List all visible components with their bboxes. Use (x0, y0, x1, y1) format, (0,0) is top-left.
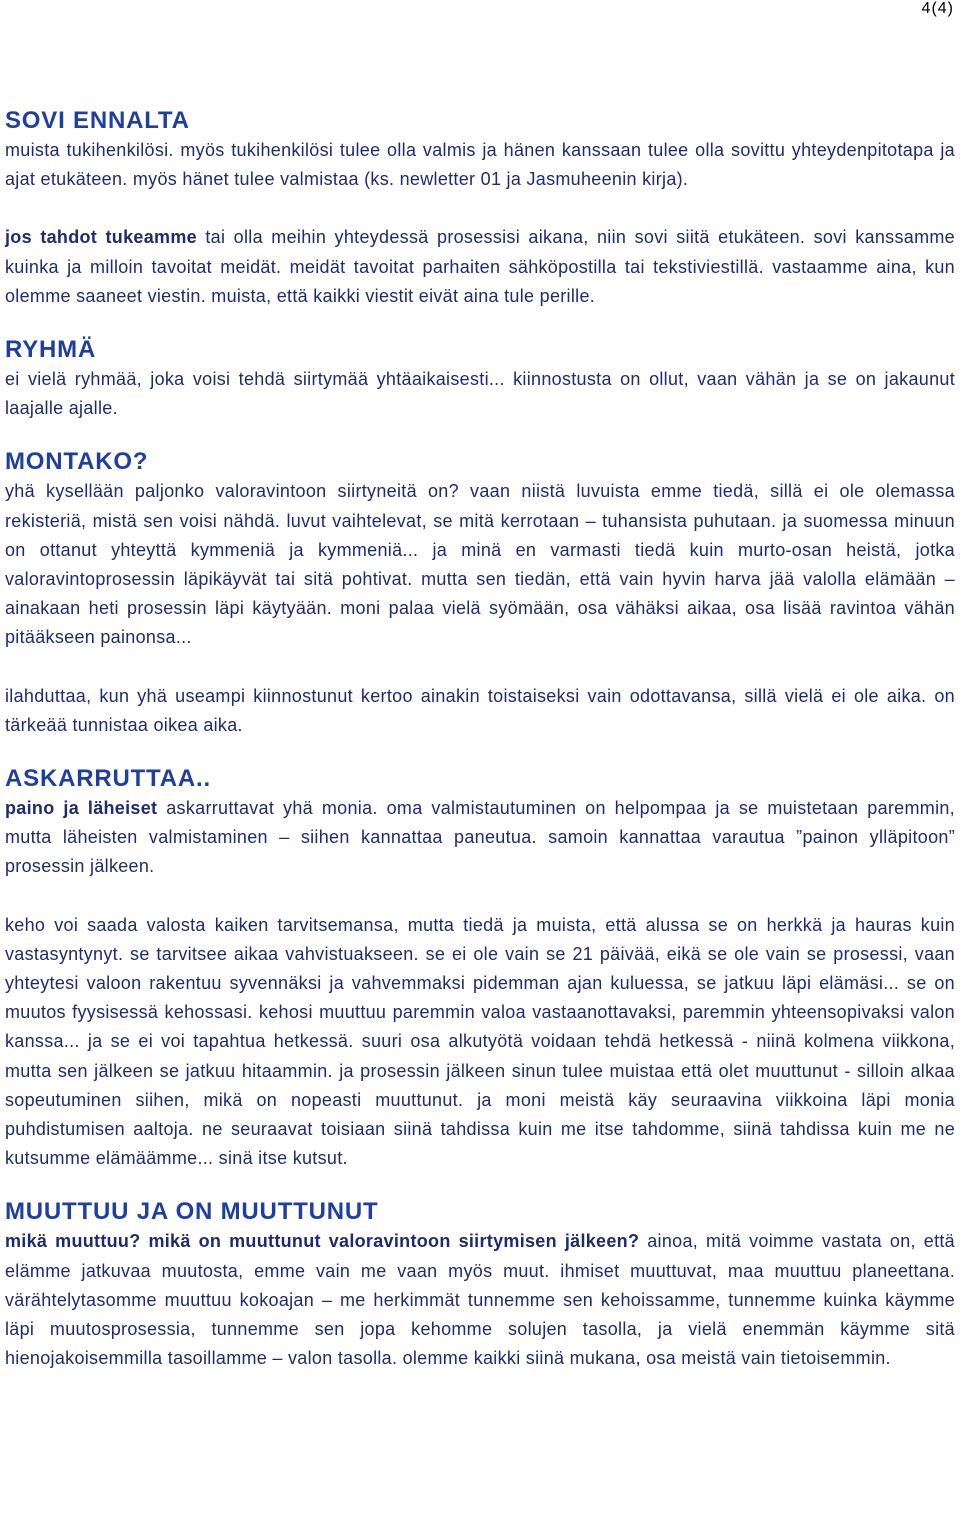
paragraph-text: ei vielä ryhmää, joka voisi tehdä siirtymää yhtäaikaisesti... kiinnostusta on ollut, vaan vähän ja se on jakaunut laajalle ajalle. (5, 369, 955, 419)
paragraph-text: muista tukihenkilösi. myös tukihenkilösi tulee olla valmis ja hänen kanssaan tulee olla sovittu yhteydenpitotapa ja ajat etukäteen. myös hänet tulee valmistaa (ks. newletter 01 ja Jasmuheenin kirja). (5, 140, 955, 190)
paragraph-text: ilahduttaa, kun yhä useampi kiinnostunut kertoo ainakin toistaiseksi vain odottavansa, sillä vielä ei ole aika. on tärkeää tunnistaa oikea aika. (5, 685, 955, 735)
paragraph-text: yhä kysellään paljonko valoravintoon siirtyneitä on? vaan niistä luvuista emme tiedä, sillä ei ole olemassa rekisteriä, mistä sen voisi nähdä. luvut vaihtelevat, se mitä kerrotaan – tuhansista puhutaan. ja suomessa minuun on ottanut yhteyttä kymmeniä ja kymmeniä... ja minä en varmasti tiedä kuin murto-osan heistä, jotka valoravintoprosessin läpikäyvät tai sitä pohtivat. mutta sen tiedän, että vain hyvin harva jää valolla elämään – ainakaan heti prosessin läpi käytyään. moni palaa vielä syömään, osa vähäksi aikaa, osa lisää ravintoa vähän pitääkseen painonsa... (5, 481, 955, 648)
paragraph (5, 794, 955, 882)
paragraph (5, 136, 955, 194)
paragraph-text: askarruttavat yhä monia. oma valmistautuminen on helpompaa ja se muistetaan paremmin, mutta läheisten valmistaminen – siihen kannattaa paneutua. samoin kannattaa varautua ”painon ylläpitoon” prosessin jälkeen. (5, 798, 955, 877)
section-muuttuu (5, 1197, 955, 1373)
section-heading: MONTAKO? (5, 448, 149, 476)
paragraph (5, 477, 955, 652)
paragraph (5, 1227, 955, 1373)
paragraph-text: ainoa, mitä voimme vastata on, että elämme jatkuvaa muutosta, emme vain me vaan myös muut. ihmiset muuttuvat, maa muuttuu planeettana. värähtelytasomme muuttuu kokoajan – me herkimmät tunnemme sen kehoissamme, tunnemme kuinka käymme läpi muutosprosessia, tunnemme sen jopa kehomme solujen tasolla, ja vielä enemmän käymme sitä hienojakoisemmilla tasoillamme – valon tasolla. olemme kaikki siinä mukana, osa meistä vain tietoisemmin. (5, 1231, 955, 1369)
section-montako (5, 447, 955, 740)
section-heading: ASKARRUTTAA.. (5, 765, 211, 793)
paragraph-lead: paino ja läheiset (5, 798, 158, 819)
paragraph-lead: mikä muuttuu? mikä on muuttunut valoravintoon siirtymisen jälkeen? (5, 1231, 640, 1252)
page-number: 4(4) (921, 0, 954, 17)
paragraph-text: keho voi saada valosta kaiken tarvitsemansa, mutta tiedä ja muista, että alussa se on herkkä ja hauras kuin vastasyntynyt. se tarvitsee aikaa vahvistuakseen. se ei ole vain se 21 päivää, eikä se ole vain se prosessi, vaan yhteytesi valoon rakentuu syvennäksi ja vahvemmaksi pidemman ajan kuluessa, se jatkuu läpi elämäsi... se on muutos fyysisessä kehossasi. kehosi muuttuu paremmin valoa vastaanottavaksi, paremmin yhteensopivaksi valon kanssa... ja se ei voi tapahtua hetkessä. suuri osa alkutyötä voidaan tehdä hetkessä - niinä kolmena viikkona, mutta sen jälkeen se jatkuu hitaammin. ja prosessin jälkeen sinun tulee muistaa että olet muuttunut - silloin alkaa sopeutuminen siihen, mikä on nopeasti muuttunut. ja moni meistä käy seuraavina viikkoina läpi monia puhdistumisen aaltoja. ne seuraavat toisiaan siinä tahdissa kuin me itse tahdomme, siinä tahdissa kuin me ne kutsumme elämäämme... sinä itse kutsut. (5, 914, 955, 1169)
section-askarruttaa (5, 764, 955, 1173)
paragraph (5, 682, 955, 740)
paragraph-text: tai olla meihin yhteydessä prosessisi aikana, niin sovi siitä etukäteen. sovi kanssamme kuinka ja milloin tavoitat meidät. meidät tavoitat parhaiten sähköpostilla tai tekstiviestillä. vastaamme aina, kun olemme saaneet viestin. muista, että kaikki viestit eivät aina tule perille. (5, 227, 955, 306)
paragraph (5, 223, 955, 311)
section-heading: MUUTTUU JA ON MUUTTUNUT (5, 1198, 379, 1226)
document-body (5, 106, 955, 1374)
section-sovi-ennalta (5, 106, 955, 311)
paragraph (5, 911, 955, 1174)
paragraph (5, 365, 955, 423)
section-ryhma (5, 335, 955, 423)
section-heading: RYHMÄ (5, 336, 97, 364)
paragraph-lead: jos tahdot tukeamme (5, 227, 197, 248)
section-heading: SOVI ENNALTA (5, 107, 190, 134)
